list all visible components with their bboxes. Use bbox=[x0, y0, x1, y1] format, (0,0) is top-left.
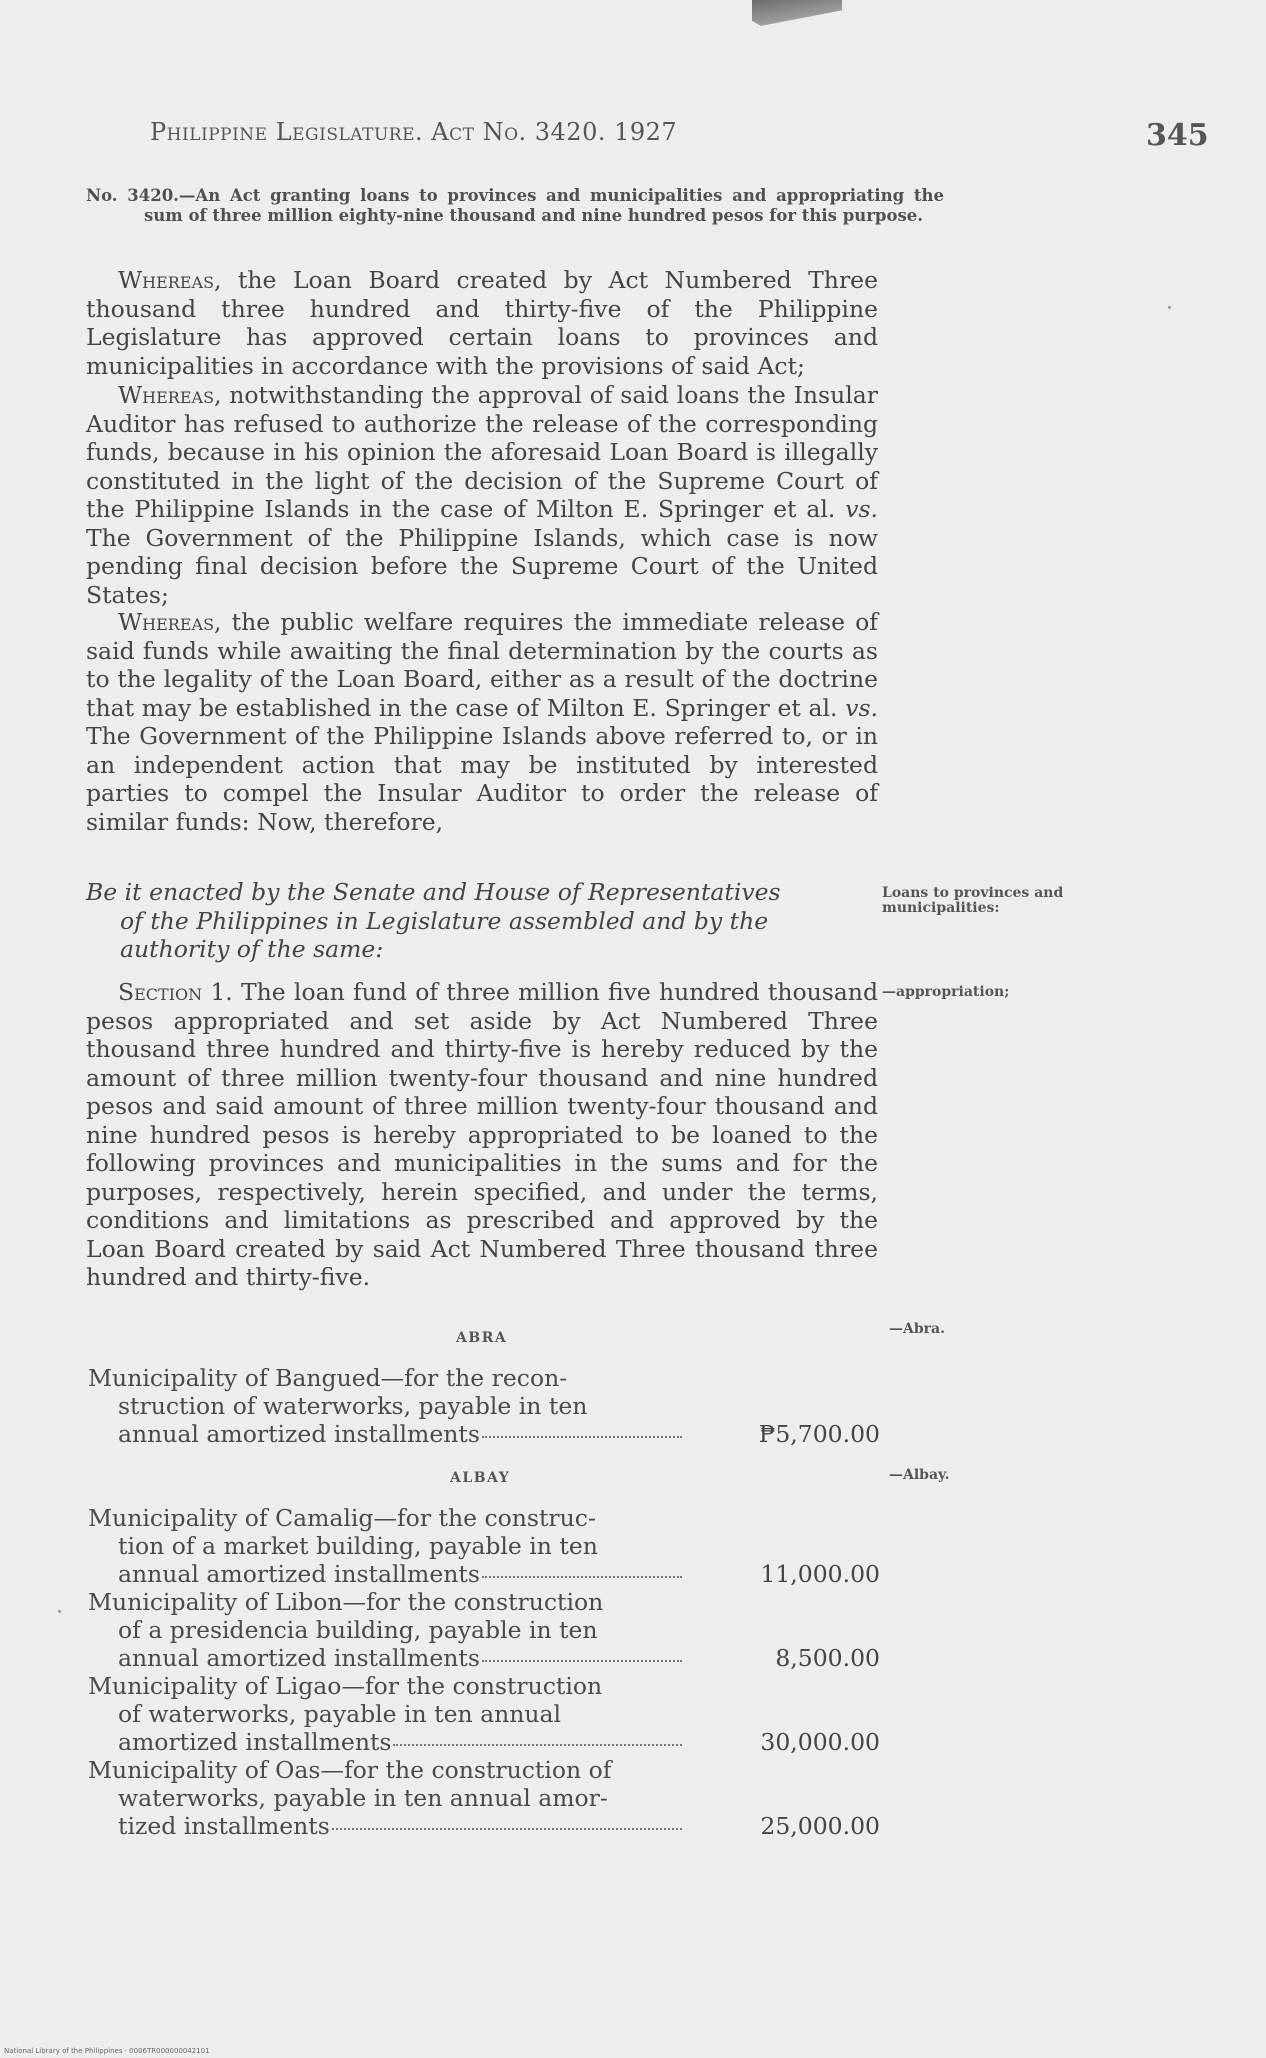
section-1 bbox=[86, 978, 878, 1292]
leader-dots bbox=[393, 1744, 682, 1746]
loan-amount: ₱5,700.00 bbox=[758, 1420, 880, 1448]
scan-speck bbox=[58, 1610, 61, 1613]
loan-item-line: Municipality of Camalig—for the construc- bbox=[88, 1504, 596, 1532]
loan-item-line: annual amortized installments bbox=[118, 1420, 480, 1448]
loan-item-line: Municipality of Bangued—for the recon- bbox=[88, 1364, 568, 1392]
loan-item-line: of a presidencia building, payable in ten bbox=[118, 1616, 598, 1644]
versus-abbrev: vs. bbox=[845, 693, 878, 722]
versus-abbrev: vs. bbox=[845, 495, 878, 523]
margin-note-loans: Loans to provinces and municipalities: bbox=[882, 885, 1064, 916]
whereas-word: Whereas bbox=[118, 381, 215, 409]
loan-item bbox=[88, 1364, 684, 1448]
loan-item-line: of waterworks, payable in ten annual bbox=[118, 1700, 562, 1728]
enacting-line-1: Be it enacted by the Senate and House of Representatives bbox=[86, 878, 781, 906]
leader-dots bbox=[482, 1660, 682, 1662]
loan-item-line: tized installments bbox=[118, 1812, 330, 1840]
whereas-text-cont: The Government of the Philippine Islands above referred to, or in an independent action that may be instituted by interested parties to compel the Insular Auditor to order the release of similar funds: Now, therefore, bbox=[86, 722, 878, 836]
margin-note-abra: —Abra. bbox=[889, 1321, 945, 1337]
loan-amount: 8,500.00 bbox=[775, 1644, 880, 1672]
leader-dots bbox=[482, 1576, 682, 1578]
whereas-text: , the public welfare requires the immediate release of said funds while awaiting the final determination by the courts as to the legality of the Loan Board, either as a result of the doctrine that may be established in the case of Milton E. Springer et al. bbox=[86, 608, 878, 722]
loan-item-line: Municipality of Libon—for the construction bbox=[88, 1588, 604, 1616]
enacting-clause bbox=[86, 878, 878, 964]
loan-item bbox=[88, 1588, 684, 1672]
loan-item-line: waterworks, payable in ten annual amor- bbox=[118, 1784, 608, 1812]
section-text: The loan fund of three million five hundred thousand pesos appropriated and set aside by Act Numbered Three thousand three hundred and thirty-five is hereby reduced by the amount of three million twenty-four thousand and nine hundred pesos and said amount of three million twenty-four thousand and nine hundred pesos is hereby appropriated to be loaned to the following provinces and municipalities in the sums and for the purposes, respectively, herein specified, and under the terms, conditions and limitations as prescribed and approved by the Loan Board created by said Act Numbered Three thousand three hundred and thirty-five. bbox=[86, 978, 878, 1291]
loan-item-line: struction of waterworks, payable in ten bbox=[118, 1392, 588, 1420]
scan-artifact bbox=[752, 0, 842, 26]
loan-item-line: tion of a market building, payable in ten bbox=[118, 1532, 598, 1560]
loan-item-line: annual amortized installments bbox=[118, 1644, 480, 1672]
whereas-paragraph-1 bbox=[86, 266, 878, 380]
loan-item bbox=[88, 1756, 684, 1840]
province-heading-albay: ALBAY bbox=[450, 1470, 511, 1486]
leader-dots bbox=[332, 1828, 682, 1830]
margin-note-appropriation: —appropriation; bbox=[882, 984, 1010, 1000]
margin-note-albay: —Albay. bbox=[889, 1467, 950, 1483]
act-title: No. 3420.—An Act granting loans to provinces and municipalities and appropriating the sum of three million eighty-nine thousand and nine hundred pesos for this purpose. bbox=[86, 186, 944, 225]
loan-amount: 25,000.00 bbox=[760, 1812, 880, 1840]
whereas-text: , the Loan Board created by Act Numbered Three thousand three hundred and thirty-five of the Philippine Legislature has approved certain loans to provinces and municipalities in accordance with the provisions of said Act; bbox=[86, 266, 878, 380]
whereas-word: Whereas bbox=[118, 608, 215, 636]
enacting-line-2: of the Philippines in Legislature assembled and by the bbox=[120, 906, 769, 935]
whereas-paragraph-2 bbox=[86, 381, 878, 609]
scan-footer: National Library of the Philippines · 0006TR000000042101 bbox=[4, 2047, 210, 2055]
page-number: 345 bbox=[1146, 118, 1209, 153]
leader-dots bbox=[482, 1436, 682, 1438]
loan-item bbox=[88, 1672, 684, 1756]
whereas-text-cont: The Government of the Philippine Islands, which case is now pending final decision before the Supreme Court of the United States; bbox=[86, 523, 878, 609]
loan-amount: 11,000.00 bbox=[760, 1560, 880, 1588]
whereas-text: , notwithstanding the approval of said loans the Insular Auditor has refused to authorize the release of the corresponding funds, because in his opinion the aforesaid Loan Board is illegally constituted in the light of the decision of the Supreme Court of the Philippine Islands in the case of Milton E. Springer et al. bbox=[86, 381, 878, 523]
scan-speck bbox=[1168, 306, 1171, 309]
loan-item-line: Municipality of Ligao—for the construction bbox=[88, 1672, 603, 1700]
section-label: Section 1. bbox=[118, 978, 233, 1006]
enacting-line-3: authority of the same: bbox=[120, 935, 384, 963]
running-head: Philippine Legislature. Act No. 3420. 1927 bbox=[150, 118, 678, 146]
whereas-word: Whereas bbox=[118, 266, 215, 294]
province-heading-abra: ABRA bbox=[456, 1330, 508, 1346]
loan-amount: 30,000.00 bbox=[760, 1728, 880, 1756]
loan-item-line: Municipality of Oas—for the construction of bbox=[88, 1756, 612, 1784]
loan-item-line: annual amortized installments bbox=[118, 1560, 480, 1588]
loan-item-line: amortized installments bbox=[118, 1728, 392, 1756]
whereas-paragraph-3 bbox=[86, 608, 878, 836]
loan-item bbox=[88, 1504, 684, 1588]
